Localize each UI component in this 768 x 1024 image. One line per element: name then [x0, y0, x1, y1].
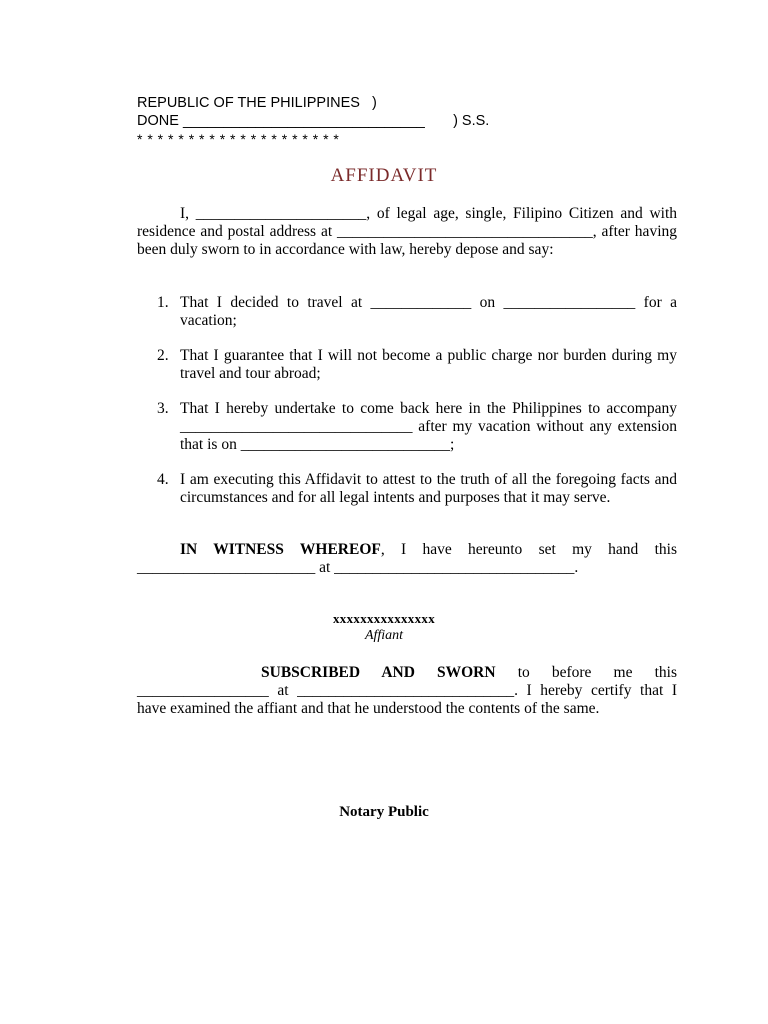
deposition-list — [137, 294, 677, 524]
witness-text: , I have hereunto set my hand this _______________________ at _______________________________. — [137, 541, 677, 576]
affiant-signature: xxxxxxxxxxxxxxx — [333, 611, 435, 626]
notary-public-label: Notary Public — [339, 804, 429, 820]
affiant-label: Affiant — [364, 628, 404, 643]
subscribed-text: to before me this _________________ at ____________________________. I hereby certify that I have examined the affiant and that he understood the contents of the same. — [137, 664, 677, 717]
list-item — [137, 294, 677, 330]
subscribed-heading: SUBSCRIBED AND SWORN — [261, 664, 496, 681]
done-label: DONE — [137, 113, 179, 129]
list-item-number: 1. — [157, 294, 169, 311]
list-item — [137, 471, 677, 507]
witness-heading: IN WITNESS WHEREOF — [180, 541, 381, 558]
header-stars: * * * * * * * * * * * * * * * * * * * * — [137, 131, 340, 147]
list-item-number: 3. — [157, 400, 169, 417]
list-item-text: That I guarantee that I will not become a public charge nor burden during my travel and tour abroad; — [180, 347, 677, 382]
ss-label: ) S.S. — [453, 113, 490, 129]
document-header — [137, 94, 489, 148]
list-item — [137, 347, 677, 383]
intro-text: I, ______________________, of legal age, single, Filipino Citizen and with residence and postal address at _________________________________, after having been duly sworn to in accordance with law, hereby depose and say: — [137, 205, 677, 258]
list-item-text: I am executing this Affidavit to attest to the truth of all the foregoing facts and circumstances and for all legal intents and purposes that it may serve. — [180, 471, 677, 506]
list-item-number: 4. — [157, 471, 169, 488]
header-republic-line: REPUBLIC OF THE PHILIPPINES ) — [137, 95, 377, 111]
list-item-text: That I decided to travel at _____________ on _________________ for a vacation; — [180, 294, 677, 329]
document-title: AFFIDAVIT — [330, 165, 438, 186]
subscribed-paragraph — [137, 664, 677, 718]
intro-paragraph — [137, 205, 677, 259]
done-blank: ______________________________ — [182, 113, 425, 129]
witness-paragraph — [137, 541, 677, 577]
list-item — [137, 400, 677, 454]
header-done-line — [137, 112, 489, 130]
list-item-text: That I hereby undertake to come back here in the Philippines to accompany ______________________________ after my vacation without any extension that is on ___________________________; — [180, 400, 677, 453]
list-item-number: 2. — [157, 347, 169, 364]
